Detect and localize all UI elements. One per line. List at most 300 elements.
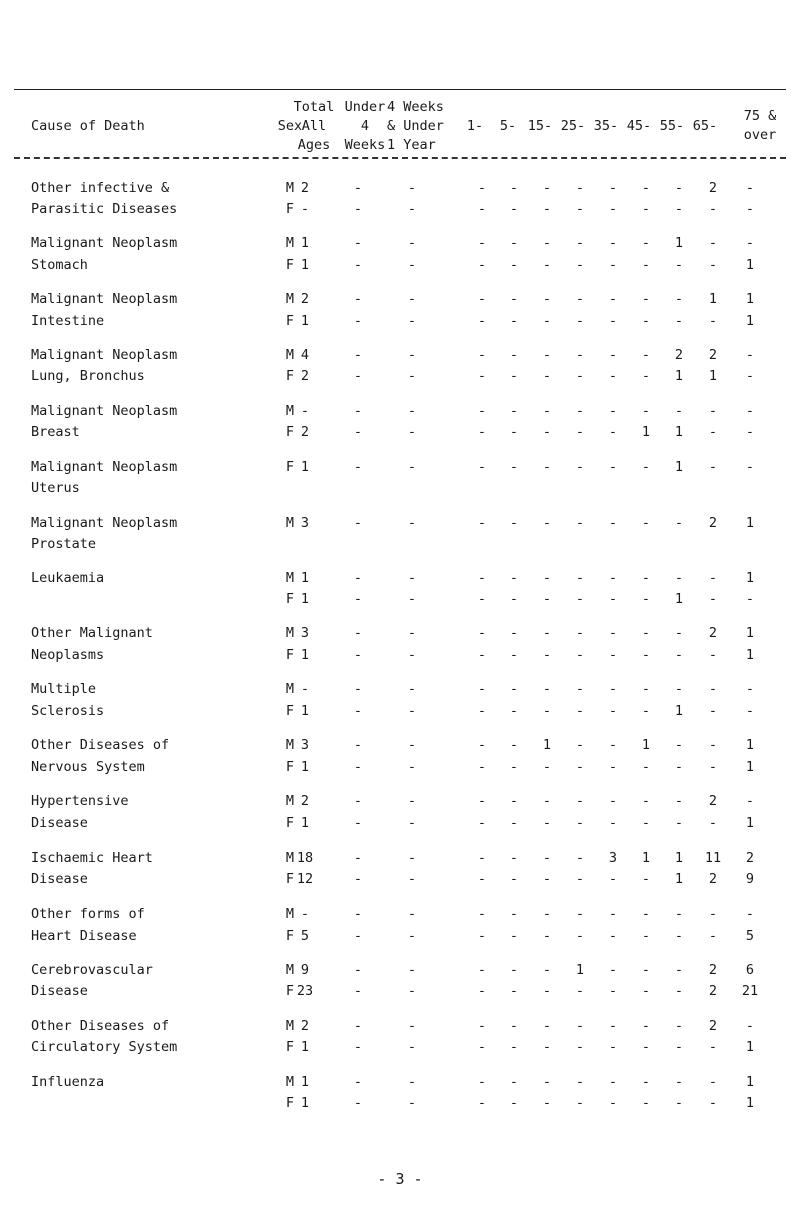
count-cell: - bbox=[641, 928, 651, 944]
count-cell: 2 bbox=[300, 424, 310, 440]
count-cell: - bbox=[542, 201, 552, 217]
count-cell: 1 bbox=[300, 313, 310, 329]
cause-of-death: Other Diseases of bbox=[31, 737, 170, 753]
cause-of-death: Other Diseases of bbox=[31, 1018, 170, 1034]
cause-of-death: Ischaemic Heart bbox=[31, 850, 153, 866]
header-age-band: 65- bbox=[692, 118, 718, 134]
table-row bbox=[0, 904, 800, 924]
header-sex: Sex bbox=[277, 118, 303, 134]
count-cell: - bbox=[407, 871, 417, 887]
count-cell: 4 bbox=[300, 347, 310, 363]
count-cell: - bbox=[674, 257, 684, 273]
count-cell: 1 bbox=[745, 759, 755, 775]
count-cell: 2 bbox=[708, 515, 718, 531]
count-cell: - bbox=[708, 591, 718, 607]
count-cell: - bbox=[509, 591, 519, 607]
count-cell: - bbox=[608, 424, 618, 440]
count-cell: - bbox=[542, 759, 552, 775]
count-cell: - bbox=[608, 962, 618, 978]
table-row bbox=[0, 366, 800, 386]
count-cell: 1 bbox=[745, 1074, 755, 1090]
cause-of-death: Malignant Neoplasm bbox=[31, 347, 178, 363]
count-cell: - bbox=[708, 759, 718, 775]
count-cell: - bbox=[674, 928, 684, 944]
count-cell: - bbox=[674, 570, 684, 586]
count-cell: - bbox=[407, 515, 417, 531]
count-cell: 2 bbox=[708, 962, 718, 978]
count-cell: 12 bbox=[296, 871, 314, 887]
count-cell: - bbox=[477, 1018, 487, 1034]
count-cell: - bbox=[575, 347, 585, 363]
table-row bbox=[0, 401, 800, 421]
count-cell: - bbox=[608, 928, 618, 944]
count-cell: - bbox=[542, 403, 552, 419]
count-cell: - bbox=[608, 403, 618, 419]
count-cell: - bbox=[641, 403, 651, 419]
sex-cell: M bbox=[285, 850, 295, 866]
count-cell: - bbox=[407, 347, 417, 363]
count-cell: - bbox=[407, 591, 417, 607]
count-cell: - bbox=[542, 591, 552, 607]
header-75-and-over: 75 & over bbox=[743, 108, 777, 143]
count-cell: 1 bbox=[674, 368, 684, 384]
cause-of-death: Cerebrovascular bbox=[31, 962, 153, 978]
sex-cell: F bbox=[285, 815, 295, 831]
count-cell: - bbox=[708, 647, 718, 663]
count-cell: 1 bbox=[745, 515, 755, 531]
count-cell: 2 bbox=[745, 850, 755, 866]
table-row bbox=[0, 1093, 800, 1113]
count-cell: - bbox=[353, 703, 363, 719]
count-cell: - bbox=[407, 424, 417, 440]
table-row bbox=[0, 311, 800, 331]
sex-cell: M bbox=[285, 570, 295, 586]
count-cell: - bbox=[477, 815, 487, 831]
cause-of-death: Prostate bbox=[31, 536, 97, 552]
count-cell: - bbox=[542, 515, 552, 531]
cause-of-death: Neoplasms bbox=[31, 647, 105, 663]
count-cell: - bbox=[641, 871, 651, 887]
count-cell: - bbox=[353, 235, 363, 251]
count-cell: - bbox=[641, 983, 651, 999]
sex-cell: F bbox=[285, 759, 295, 775]
count-cell: - bbox=[575, 1039, 585, 1055]
count-cell: - bbox=[641, 591, 651, 607]
count-cell: - bbox=[477, 871, 487, 887]
sex-cell: F bbox=[285, 703, 295, 719]
count-cell: - bbox=[575, 759, 585, 775]
table-row bbox=[0, 701, 800, 721]
count-cell: - bbox=[745, 459, 755, 475]
count-cell: - bbox=[407, 850, 417, 866]
table-row bbox=[0, 869, 800, 889]
count-cell: - bbox=[477, 368, 487, 384]
count-cell: - bbox=[407, 459, 417, 475]
count-cell: - bbox=[575, 928, 585, 944]
table-row bbox=[0, 926, 800, 946]
count-cell: 23 bbox=[296, 983, 314, 999]
count-cell: - bbox=[407, 313, 417, 329]
count-cell: 1 bbox=[300, 647, 310, 663]
count-cell: - bbox=[708, 681, 718, 697]
count-cell: - bbox=[608, 647, 618, 663]
count-cell: - bbox=[407, 570, 417, 586]
count-cell: - bbox=[542, 1095, 552, 1111]
count-cell: - bbox=[708, 570, 718, 586]
count-cell: 5 bbox=[745, 928, 755, 944]
count-cell: - bbox=[575, 793, 585, 809]
count-cell: - bbox=[477, 928, 487, 944]
count-cell: - bbox=[509, 625, 519, 641]
count-cell: 2 bbox=[708, 1018, 718, 1034]
sex-cell: M bbox=[285, 347, 295, 363]
count-cell: - bbox=[509, 257, 519, 273]
count-cell: - bbox=[641, 180, 651, 196]
cause-of-death: Malignant Neoplasm bbox=[31, 459, 178, 475]
table-row bbox=[0, 848, 800, 868]
count-cell: - bbox=[477, 906, 487, 922]
count-cell: - bbox=[477, 703, 487, 719]
count-cell: - bbox=[575, 983, 585, 999]
count-cell: - bbox=[641, 906, 651, 922]
sex-cell: M bbox=[285, 625, 295, 641]
count-cell: - bbox=[641, 459, 651, 475]
count-cell: - bbox=[509, 403, 519, 419]
count-cell: - bbox=[407, 983, 417, 999]
count-cell: - bbox=[575, 850, 585, 866]
count-cell: - bbox=[353, 313, 363, 329]
count-cell: 1 bbox=[300, 703, 310, 719]
header-age-band: 35- bbox=[593, 118, 619, 134]
count-cell: 1 bbox=[745, 815, 755, 831]
count-cell: - bbox=[641, 793, 651, 809]
count-cell: - bbox=[575, 815, 585, 831]
count-cell: - bbox=[407, 1039, 417, 1055]
count-cell: - bbox=[641, 1018, 651, 1034]
count-cell: - bbox=[477, 291, 487, 307]
count-cell: - bbox=[575, 368, 585, 384]
count-cell: - bbox=[542, 459, 552, 475]
count-cell: 1 bbox=[300, 591, 310, 607]
count-cell: - bbox=[477, 759, 487, 775]
count-cell: - bbox=[674, 1095, 684, 1111]
table-row bbox=[0, 513, 800, 533]
table-row bbox=[0, 478, 800, 498]
count-cell: - bbox=[542, 793, 552, 809]
count-cell: - bbox=[542, 235, 552, 251]
count-cell: - bbox=[674, 647, 684, 663]
count-cell: - bbox=[542, 681, 552, 697]
table-row bbox=[0, 735, 800, 755]
cause-of-death: Sclerosis bbox=[31, 703, 105, 719]
count-cell: 2 bbox=[300, 291, 310, 307]
cause-of-death: Lung, Bronchus bbox=[31, 368, 145, 384]
count-cell: - bbox=[353, 625, 363, 641]
count-cell: - bbox=[407, 906, 417, 922]
count-cell: - bbox=[708, 815, 718, 831]
cause-of-death: Other Malignant bbox=[31, 625, 153, 641]
count-cell: - bbox=[608, 459, 618, 475]
count-cell: - bbox=[509, 703, 519, 719]
table-row bbox=[0, 589, 800, 609]
count-cell: - bbox=[353, 291, 363, 307]
count-cell: - bbox=[477, 681, 487, 697]
count-cell: 5 bbox=[300, 928, 310, 944]
count-cell: - bbox=[407, 201, 417, 217]
count-cell: - bbox=[477, 257, 487, 273]
count-cell: - bbox=[674, 737, 684, 753]
header-total: Total All Ages bbox=[293, 99, 335, 153]
count-cell: 6 bbox=[745, 962, 755, 978]
count-cell: 1 bbox=[745, 737, 755, 753]
count-cell: - bbox=[353, 347, 363, 363]
table-row bbox=[0, 645, 800, 665]
count-cell: - bbox=[641, 257, 651, 273]
count-cell: - bbox=[674, 180, 684, 196]
count-cell: - bbox=[477, 313, 487, 329]
count-cell: - bbox=[509, 1018, 519, 1034]
count-cell: - bbox=[477, 1095, 487, 1111]
count-cell: - bbox=[407, 962, 417, 978]
count-cell: - bbox=[674, 1018, 684, 1034]
table-row bbox=[0, 757, 800, 777]
count-cell: - bbox=[407, 703, 417, 719]
sex-cell: M bbox=[285, 291, 295, 307]
count-cell: - bbox=[353, 201, 363, 217]
count-cell: - bbox=[641, 313, 651, 329]
count-cell: 1 bbox=[542, 737, 552, 753]
count-cell: - bbox=[353, 793, 363, 809]
count-cell: - bbox=[509, 906, 519, 922]
count-cell: - bbox=[542, 424, 552, 440]
count-cell: - bbox=[641, 962, 651, 978]
count-cell: - bbox=[509, 1095, 519, 1111]
count-cell: 3 bbox=[300, 515, 310, 531]
count-cell: - bbox=[477, 347, 487, 363]
count-cell: - bbox=[477, 235, 487, 251]
count-cell: - bbox=[542, 257, 552, 273]
count-cell: - bbox=[745, 424, 755, 440]
cause-of-death: Malignant Neoplasm bbox=[31, 235, 178, 251]
sex-cell: F bbox=[285, 459, 295, 475]
count-cell: - bbox=[509, 291, 519, 307]
table-row bbox=[0, 457, 800, 477]
count-cell: - bbox=[353, 515, 363, 531]
count-cell: - bbox=[509, 850, 519, 866]
cause-of-death: Parasitic Diseases bbox=[31, 201, 178, 217]
count-cell: - bbox=[575, 257, 585, 273]
count-cell: - bbox=[608, 1018, 618, 1034]
cause-of-death: Other forms of bbox=[31, 906, 145, 922]
count-cell: - bbox=[674, 291, 684, 307]
count-cell: - bbox=[509, 368, 519, 384]
count-cell: - bbox=[708, 201, 718, 217]
count-cell: 1 bbox=[745, 257, 755, 273]
count-cell: - bbox=[608, 347, 618, 363]
count-cell: 1 bbox=[300, 1039, 310, 1055]
count-cell: 3 bbox=[608, 850, 618, 866]
count-cell: - bbox=[509, 681, 519, 697]
count-cell: 1 bbox=[674, 235, 684, 251]
table-row bbox=[0, 981, 800, 1001]
table-row bbox=[0, 345, 800, 365]
table-row bbox=[0, 289, 800, 309]
sex-cell: F bbox=[285, 1039, 295, 1055]
count-cell: 18 bbox=[296, 850, 314, 866]
count-cell: - bbox=[509, 570, 519, 586]
cause-of-death: Malignant Neoplasm bbox=[31, 403, 178, 419]
count-cell: 1 bbox=[641, 424, 651, 440]
count-cell: - bbox=[542, 962, 552, 978]
count-cell: - bbox=[477, 962, 487, 978]
count-cell: - bbox=[608, 591, 618, 607]
count-cell: - bbox=[708, 403, 718, 419]
count-cell: - bbox=[745, 1018, 755, 1034]
count-cell: - bbox=[708, 906, 718, 922]
count-cell: - bbox=[353, 180, 363, 196]
table-row bbox=[0, 960, 800, 980]
count-cell: - bbox=[407, 793, 417, 809]
count-cell: - bbox=[509, 424, 519, 440]
count-cell: - bbox=[542, 703, 552, 719]
count-cell: - bbox=[745, 368, 755, 384]
table-row bbox=[0, 679, 800, 699]
cause-of-death: Disease bbox=[31, 815, 88, 831]
count-cell: - bbox=[674, 403, 684, 419]
count-cell: 9 bbox=[300, 962, 310, 978]
count-cell: - bbox=[477, 647, 487, 663]
count-cell: - bbox=[608, 1095, 618, 1111]
count-cell: - bbox=[477, 793, 487, 809]
count-cell: - bbox=[674, 793, 684, 809]
header-age-band: 15- bbox=[527, 118, 553, 134]
count-cell: 1 bbox=[674, 850, 684, 866]
count-cell: - bbox=[353, 570, 363, 586]
count-cell: 1 bbox=[575, 962, 585, 978]
count-cell: - bbox=[353, 1095, 363, 1111]
count-cell: 1 bbox=[745, 1095, 755, 1111]
count-cell: - bbox=[575, 737, 585, 753]
count-cell: - bbox=[608, 515, 618, 531]
count-cell: - bbox=[477, 737, 487, 753]
count-cell: - bbox=[641, 201, 651, 217]
count-cell: - bbox=[608, 737, 618, 753]
count-cell: - bbox=[575, 570, 585, 586]
count-cell: - bbox=[509, 793, 519, 809]
count-cell: 1 bbox=[745, 1039, 755, 1055]
count-cell: - bbox=[300, 403, 310, 419]
sex-cell: M bbox=[285, 962, 295, 978]
count-cell: 1 bbox=[745, 313, 755, 329]
count-cell: - bbox=[745, 681, 755, 697]
count-cell: - bbox=[608, 759, 618, 775]
count-cell: - bbox=[542, 1039, 552, 1055]
count-cell: 2 bbox=[708, 347, 718, 363]
count-cell: - bbox=[477, 403, 487, 419]
count-cell: - bbox=[575, 403, 585, 419]
count-cell: - bbox=[575, 235, 585, 251]
count-cell: 1 bbox=[300, 1095, 310, 1111]
count-cell: - bbox=[608, 625, 618, 641]
count-cell: - bbox=[407, 647, 417, 663]
count-cell: - bbox=[608, 235, 618, 251]
count-cell: - bbox=[353, 871, 363, 887]
count-cell: - bbox=[407, 1095, 417, 1111]
count-cell: - bbox=[542, 647, 552, 663]
sex-cell: F bbox=[285, 983, 295, 999]
cause-of-death: Influenza bbox=[31, 1074, 105, 1090]
count-cell: - bbox=[575, 591, 585, 607]
count-cell: 11 bbox=[704, 850, 722, 866]
count-cell: - bbox=[542, 928, 552, 944]
table-row bbox=[0, 255, 800, 275]
count-cell: - bbox=[353, 1018, 363, 1034]
sex-cell: F bbox=[285, 424, 295, 440]
count-cell: - bbox=[477, 591, 487, 607]
header-age-band: 25- bbox=[560, 118, 586, 134]
count-cell: - bbox=[641, 291, 651, 307]
count-cell: - bbox=[477, 983, 487, 999]
count-cell: 2 bbox=[300, 793, 310, 809]
cause-of-death: Disease bbox=[31, 983, 88, 999]
count-cell: - bbox=[353, 1039, 363, 1055]
count-cell: - bbox=[509, 515, 519, 531]
table-row bbox=[0, 813, 800, 833]
count-cell: - bbox=[477, 625, 487, 641]
count-cell: - bbox=[575, 625, 585, 641]
count-cell: 2 bbox=[300, 368, 310, 384]
count-cell: 1 bbox=[300, 570, 310, 586]
count-cell: - bbox=[477, 850, 487, 866]
count-cell: - bbox=[353, 368, 363, 384]
count-cell: - bbox=[353, 850, 363, 866]
count-cell: - bbox=[674, 983, 684, 999]
count-cell: - bbox=[641, 647, 651, 663]
count-cell: - bbox=[575, 1074, 585, 1090]
table-row bbox=[0, 199, 800, 219]
count-cell: - bbox=[745, 591, 755, 607]
count-cell: - bbox=[407, 928, 417, 944]
count-cell: 1 bbox=[745, 291, 755, 307]
cause-of-death: Disease bbox=[31, 871, 88, 887]
count-cell: - bbox=[542, 815, 552, 831]
sex-cell: F bbox=[285, 928, 295, 944]
count-cell: - bbox=[407, 737, 417, 753]
count-cell: - bbox=[477, 515, 487, 531]
count-cell: - bbox=[608, 201, 618, 217]
count-cell: 2 bbox=[300, 180, 310, 196]
count-cell: 1 bbox=[300, 257, 310, 273]
count-cell: - bbox=[407, 1018, 417, 1034]
sex-cell: M bbox=[285, 1074, 295, 1090]
count-cell: - bbox=[674, 681, 684, 697]
count-cell: - bbox=[745, 180, 755, 196]
count-cell: - bbox=[353, 815, 363, 831]
count-cell: - bbox=[407, 291, 417, 307]
count-cell: - bbox=[407, 625, 417, 641]
count-cell: - bbox=[477, 1074, 487, 1090]
count-cell: - bbox=[300, 681, 310, 697]
count-cell: - bbox=[745, 347, 755, 363]
count-cell: - bbox=[608, 681, 618, 697]
count-cell: - bbox=[407, 235, 417, 251]
count-cell: - bbox=[407, 759, 417, 775]
table-row bbox=[0, 623, 800, 643]
cause-of-death: Stomach bbox=[31, 257, 88, 273]
sex-cell: M bbox=[285, 403, 295, 419]
count-cell: - bbox=[509, 1074, 519, 1090]
count-cell: - bbox=[542, 906, 552, 922]
